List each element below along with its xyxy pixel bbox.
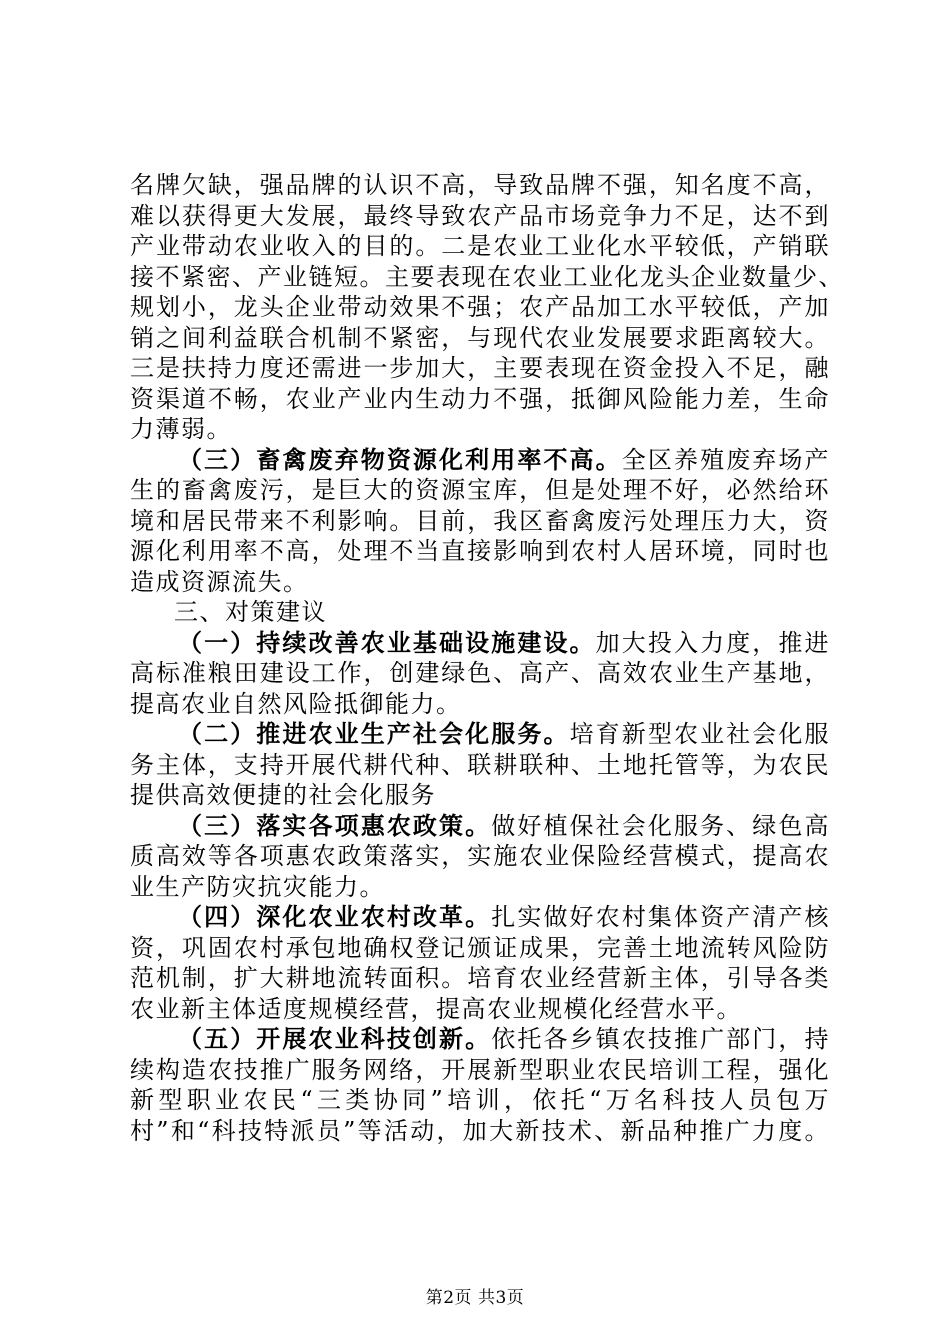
text-line: 源化利用率不高，处理不当直接影响到农村人居环境，同时也 <box>130 537 830 565</box>
text-line: 资渠道不畅，农业产业内生动力不强，抵御风险能力差，生命 <box>130 384 830 413</box>
text-line: 三是扶持力度还需进一步加大，主要表现在资金投入不足，融 <box>130 354 830 382</box>
text-line <box>130 811 830 842</box>
text-line: 新型职业农民“三类协同”培训，依托“万名科技人员包万 <box>130 1086 830 1114</box>
paragraph <box>130 902 830 1024</box>
text-line: 村”和“科技特派员”等活动，加大新技术、新品种推广力度。 <box>130 1116 830 1145</box>
text-line: 高标准粮田建设工作，创建绿色、高产、高效农业生产基地， <box>130 659 830 687</box>
text-line: 规划小，龙头企业带动效果不强；农产品加工水平较低，产加 <box>130 293 830 321</box>
paragraph-lead-text: 扎实做好农村集体资产清产核 <box>491 903 830 931</box>
text-line <box>130 1024 830 1055</box>
paragraph <box>130 628 830 720</box>
page-number-label: 第2页 共3页 <box>425 1288 525 1308</box>
page-footer <box>0 1283 950 1308</box>
text-line: 业生产防灾抗灾能力。 <box>130 872 385 901</box>
text-line: 接不紧密、产业链短。主要表现在农业工业化龙头企业数量少、 <box>130 262 844 291</box>
paragraph-lead-text: 做好植保社会化服务、绿色高 <box>491 811 830 840</box>
text-line: 境和居民带来不利影响。目前，我区畜禽废污处理压力大，资 <box>130 506 830 535</box>
document-body <box>130 170 844 1146</box>
text-line: 难以获得更大发展，最终导致农产品市场竞争力不足，达不到 <box>130 201 830 230</box>
text-line <box>130 628 830 659</box>
paragraph-lead-heading: （五）开展农业科技创新。 <box>178 1024 492 1053</box>
section-heading: 三、对策建议 <box>174 598 327 626</box>
paragraph-lead-heading: （二）推进农业生产社会化服务。 <box>178 719 570 748</box>
text-line: 造成资源流失。 <box>130 567 309 596</box>
text-line: 范机制，扩大耕地流转面积。培育农业经营新主体，引导各类 <box>130 964 830 992</box>
text-line: 提高农业自然风险抵御能力。 <box>130 689 462 718</box>
text-line: 质高效等各项惠农政策落实，实施农业保险经营模式，提高农 <box>130 842 830 870</box>
text-line: 生的畜禽废污，是巨大的资源宝库，但是处理不好，必然给环 <box>130 476 830 504</box>
paragraph-lead-text: 培育新型农业社会化服 <box>569 720 830 748</box>
text-line: 务主体，支持开展代耕代种、联耕联种、土地托管等，为农民 <box>130 750 830 779</box>
text-line: 力薄弱。 <box>130 415 232 443</box>
paragraph <box>130 719 830 811</box>
paragraph <box>130 445 830 598</box>
text-line: 续构造农技推广服务网络，开展新型职业农民培训工程，强化 <box>130 1055 830 1084</box>
text-line <box>130 445 830 476</box>
text-line <box>130 719 830 750</box>
text-line: 资，巩固农村承包地确权登记颁证成果，完善土地流转风险防 <box>130 933 830 962</box>
paragraph-lead-heading: （三）畜禽废弃物资源化利用率不高。 <box>178 444 622 474</box>
text-line: 名牌欠缺，强品牌的认识不高，导致品牌不强，知名度不高， <box>130 171 830 199</box>
text-line: 产业带动农业收入的目的。二是农业工业化水平较低，产销联 <box>130 232 830 260</box>
text-line: 销之间利益联合机制不紧密，与现代农业发展要求距离较大。 <box>130 323 830 352</box>
paragraph-lead-heading: （一）持续改善农业基础设施建设。 <box>178 627 596 657</box>
paragraph <box>130 811 830 903</box>
paragraph <box>130 1024 830 1146</box>
paragraph-lead-text: 全区养殖废弃场产 <box>621 445 831 474</box>
text-line: 农业新主体适度规模经营，提高农业规模化经营水平。 <box>130 994 742 1023</box>
text-line: 提供高效便捷的社会化服务 <box>130 781 436 809</box>
paragraph-lead-heading: （四）深化农业农村改革。 <box>178 902 492 931</box>
paragraph-lead-heading: （三）落实各项惠农政策。 <box>178 810 492 840</box>
paragraph-lead-text: 加大投入力度，推进 <box>595 628 831 657</box>
paragraph <box>130 170 844 445</box>
text-line <box>130 902 830 933</box>
paragraph-lead-text: 依托各乡镇农技推广部门，持 <box>491 1025 830 1053</box>
